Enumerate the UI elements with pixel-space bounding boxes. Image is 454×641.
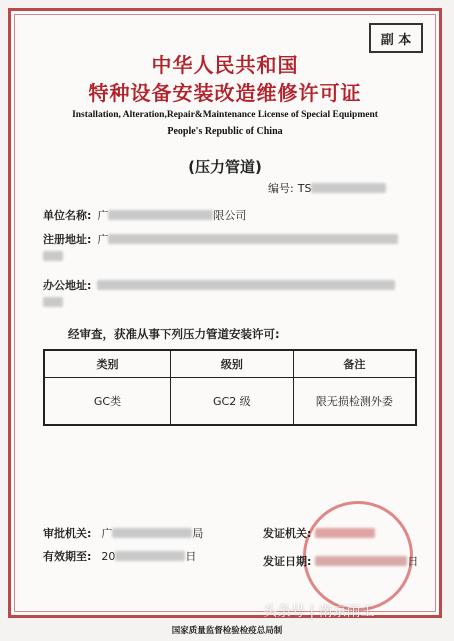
unit-row	[43, 207, 246, 223]
category: (压力管道)	[188, 158, 262, 176]
validity-row	[43, 548, 196, 564]
office-address-redacted	[97, 280, 395, 290]
approval-authority-label: 审批机关:	[43, 527, 92, 540]
issuing-authority-row	[263, 525, 375, 541]
office-address-line2	[43, 297, 63, 307]
header-remark: 备注	[293, 350, 416, 378]
approval-authority-suffix: 局	[192, 527, 204, 540]
title-en-line1: Installation, Alteration,Repair&Maintenance License of Special Equipment	[72, 110, 378, 120]
copy-label: 副 本	[369, 23, 423, 53]
unit-redacted	[108, 210, 213, 220]
header-category: 类别	[44, 350, 170, 378]
header-level: 级别	[170, 350, 293, 378]
issuer-footer: 国家质量监督检验检疫总局制	[171, 626, 283, 636]
issue-date-suffix: 日	[407, 555, 419, 568]
issuing-authority-label: 发证机关:	[263, 527, 312, 540]
validity-suffix: 日	[185, 550, 197, 563]
code-redacted	[311, 183, 386, 193]
code-row	[268, 180, 386, 196]
reg-address-redacted-2	[43, 251, 63, 261]
issue-date-row	[263, 553, 418, 569]
certificate	[8, 8, 442, 618]
table-row	[44, 378, 416, 426]
code-label: 编号:	[268, 182, 294, 195]
issue-date-label: 发证日期:	[263, 555, 312, 568]
title-en-line2: People's Republic of China	[167, 126, 283, 137]
validity-label: 有效期至:	[43, 550, 92, 563]
office-address-label: 办公地址:	[43, 279, 92, 292]
reg-address-row	[43, 231, 398, 247]
approval-authority-prefix: 广	[101, 527, 113, 540]
unit-prefix: 广	[97, 209, 109, 222]
watermark-text: 头条号 | 南京雨工	[263, 604, 375, 620]
reg-address-label: 注册地址:	[43, 233, 92, 246]
reg-address-line2	[43, 251, 63, 261]
reg-address-redacted	[108, 234, 398, 244]
issue-date-redacted	[315, 556, 407, 566]
title-line1: 中华人民共和国	[151, 53, 299, 77]
approval-authority-redacted	[112, 528, 192, 538]
cell-category: GC类	[44, 378, 170, 426]
approval-authority-row	[43, 525, 203, 541]
issuing-authority-redacted	[315, 528, 375, 538]
validity-prefix: 20	[101, 549, 116, 563]
title-line2: 特种设备安装改造维修许可证	[88, 81, 362, 105]
cell-remark: 限无损检测外委	[293, 378, 416, 426]
unit-suffix: 限公司	[213, 209, 247, 222]
office-address-row	[43, 277, 395, 293]
scope-table	[43, 349, 417, 426]
reg-address-prefix: 广	[97, 233, 109, 246]
validity-redacted	[115, 551, 185, 561]
code-value: TS	[297, 181, 312, 195]
unit-label: 单位名称:	[43, 209, 92, 222]
scope-table-header	[44, 350, 416, 378]
office-address-redacted-2	[43, 297, 63, 307]
approval-statement: 经审查，获准从事下列压力管道安装许可:	[68, 327, 280, 341]
cell-level: GC2 级	[170, 378, 293, 426]
